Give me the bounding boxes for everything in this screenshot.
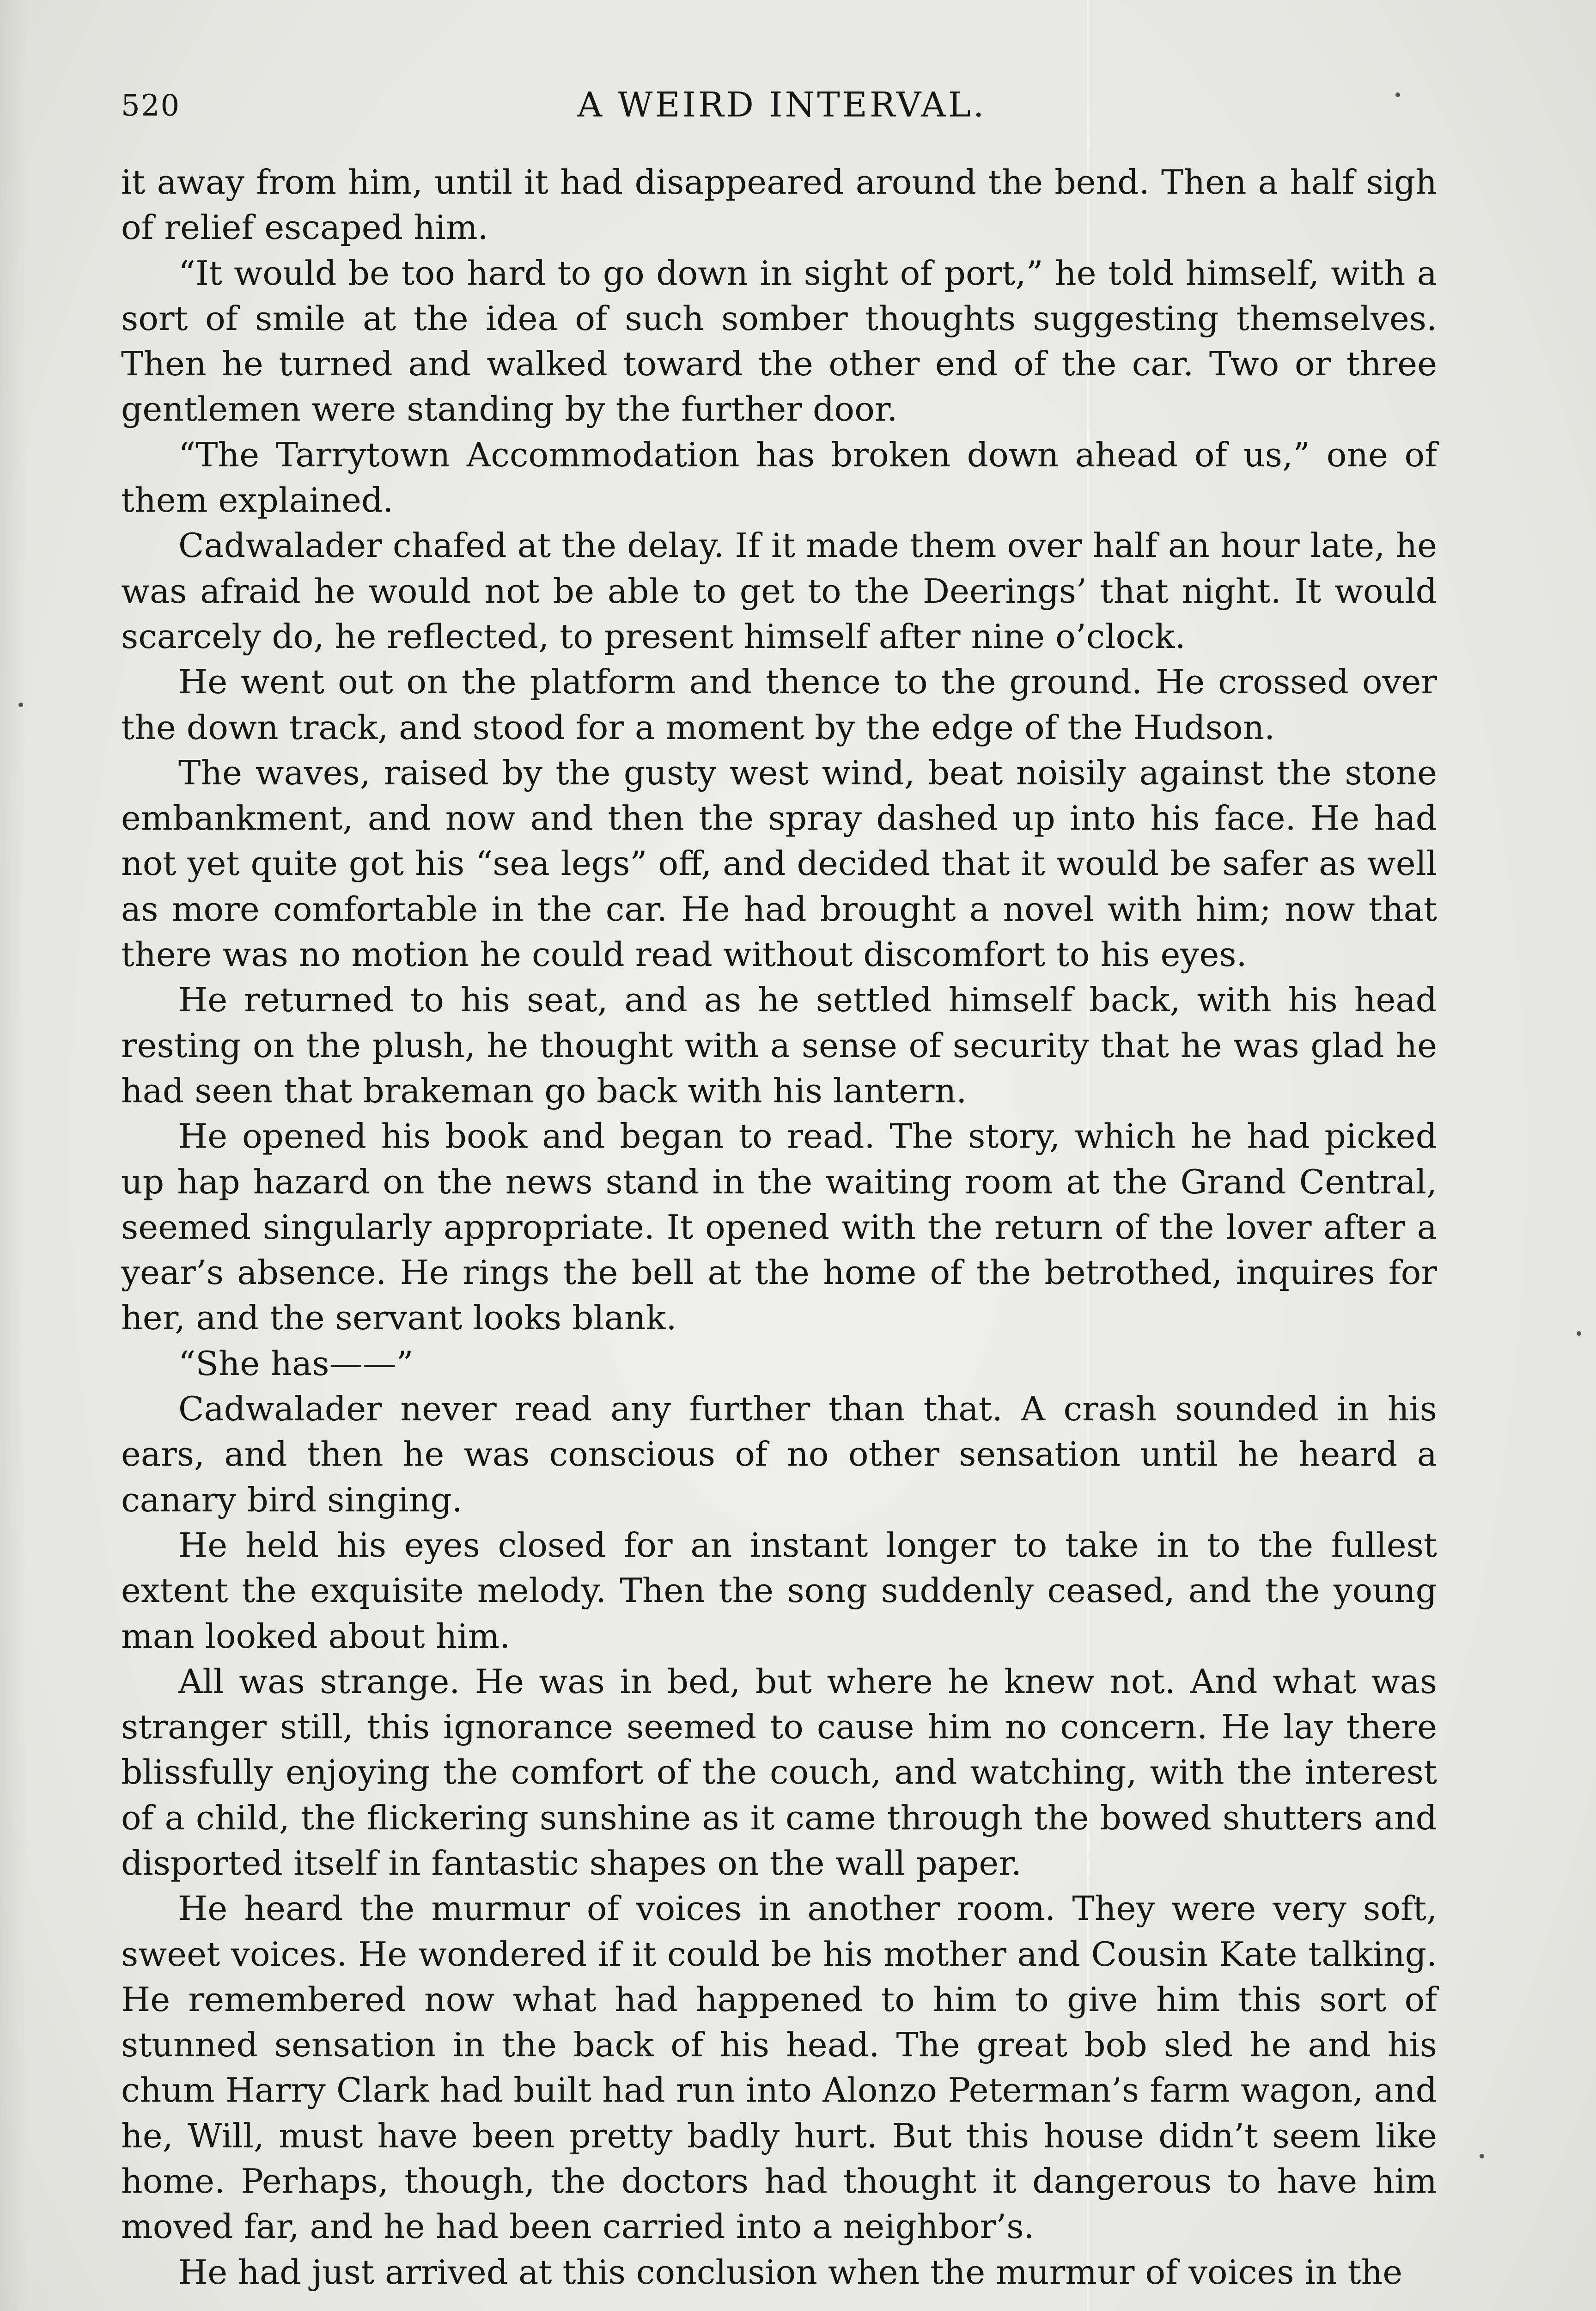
page-header xyxy=(121,82,1443,133)
paragraph: “The Tarrytown Accommodation has broken down ahead of us,” one of them explained. xyxy=(121,435,1437,520)
paragraph: The waves, raised by the gusty west wind, beat noisily against the stone embankment, and now and then the spray dashed up into his face. He had not yet quite got his “sea legs” off, and decided that it would be safer as well as more comfortable in the car. He had brought a novel with him; now that there was no motion he could read without discomfort to his eyes. xyxy=(121,753,1437,975)
paragraph: Cadwalader chafed at the delay. If it made them over half an hour late, he was afraid he would not be able to get to the Deerings’ that night. It would scarcely do, he reflected, to present himself after nine o’clock. xyxy=(121,526,1437,656)
paragraph: He had just arrived at this conclusion when the murmur of voices in the xyxy=(178,2253,1403,2292)
paragraph: He returned to his seat, and as he settled himself back, with his head resting on the plush, he thought with a sense of security that he was glad he had seen that brakeman go back with his lantern. xyxy=(121,981,1437,1111)
paragraph: “It would be too hard to go down in sight of port,” he told himself, with a sort of smile at the idea of such somber thoughts suggesting themselves. Then he turned and walked toward the other end of the car. Two or three gentlemen were standing by the further door. xyxy=(121,254,1437,429)
paragraph: “She has——” xyxy=(178,1344,414,1383)
paragraph: He held his eyes closed for an instant longer to take in to the fullest extent the exquisite melody. Then the song suddenly ceased, and the young man looked about him. xyxy=(121,1526,1437,1656)
paragraph: Cadwalader never read any further than that. A crash sounded in his ears, and then he was conscious of no other sensation until he heard a canary bird singing. xyxy=(121,1390,1437,1520)
ink-speck xyxy=(1480,2154,1484,2158)
paragraph: He heard the murmur of voices in another room. They were very soft, sweet voices. He wondered if it could be his mother and Cousin Kate talking. He remembered now what had happened to him to give him this sort of stunned sensation in the back of his head. The great bob sled he and his chum Harry Clark had built had run into Alonzo Peterman’s farm wagon, and he, Will, must have been pretty badly hurt. But this house didn’t seem like home. Perhaps, though, the doctors had thought it dangerous to have him moved far, and he had been carried into a neighbor’s. xyxy=(121,1889,1437,2247)
ink-speck xyxy=(1577,1331,1581,1336)
paragraph: He opened his book and began to read. The story, which he had picked up hap hazard on the news stand in the waiting room at the Grand Central, seemed singularly appropriate. It opened with the return of the lover after a year’s absence. He rings the bell at the home of the betrothed, inquires for her, and the servant looks blank. xyxy=(121,1117,1437,1338)
ink-speck xyxy=(1395,92,1400,97)
ink-speck xyxy=(18,703,23,707)
body-text xyxy=(121,160,1437,2295)
paragraph: All was strange. He was in bed, but where he knew not. And what was stranger still, this ignorance seemed to cause him no concern. He lay there blissfully enjoying the comfort of the couch, and watching, with the interest of a child, the flickering sunshine as it came through the bowed shutters and disported itself in fantastic shapes on the wall paper. xyxy=(121,1662,1437,1883)
running-title: A WEIRD INTERVAL. xyxy=(577,85,987,125)
page-number: 520 xyxy=(121,89,181,123)
paragraph: He went out on the platform and thence to the ground. He crossed over the down track, and stood for a moment by the edge of the Hudson. xyxy=(121,663,1437,747)
paragraph: it away from him, until it had disappeared around the bend. Then a half sigh of relief escaped him. xyxy=(121,163,1437,248)
